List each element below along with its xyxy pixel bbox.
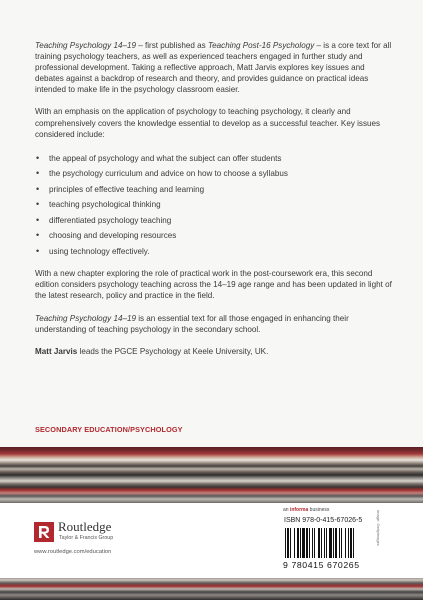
intro-paragraph: Teaching Psychology 14–19 – first published as Teaching Post-16 Psychology – is a core text for all training psychology teachers, as well as experienced teachers engaged in further study and professional development. Taking a reflective approach, Matt Jarvis explores key issues and debates against a backdrop of research and theory, and provides guidance on practical ideas intended to make life in the psychology classroom easier.	[35, 41, 392, 95]
bullet-icon: •	[36, 199, 40, 210]
author-paragraph: Matt Jarvis leads the PGCE Psychology at Keele University, UK.	[35, 346, 269, 356]
list-item: • the appeal of psychology and what the subject can offer students	[35, 151, 395, 167]
routledge-logo-icon	[34, 522, 54, 542]
bullet-icon: •	[36, 168, 40, 179]
bullet-icon: •	[36, 152, 40, 163]
subject-category: SECONDARY EDUCATION/PSYCHOLOGY	[35, 425, 183, 434]
key-issues-list	[35, 151, 395, 260]
previous-title: Teaching Post-16 Psychology	[207, 41, 315, 50]
publisher-group: Taylor & Francis Group	[59, 535, 114, 541]
barcode-icon	[284, 528, 378, 558]
informa-tagline: an informa business	[283, 507, 330, 513]
bullet-icon: •	[36, 230, 40, 241]
list-item: • the psychology curriculum and advice on how to choose a syllabus	[35, 166, 395, 182]
blurb	[35, 40, 395, 368]
isbn-number: ISBN 978-0-415-67026-5	[284, 517, 363, 524]
image-credit: Image: Gettyimages	[376, 510, 381, 546]
list-item: • teaching psychological thinking	[35, 197, 395, 213]
author-name: Matt Jarvis	[35, 346, 78, 356]
list-item: • differentiated psychology teaching	[35, 213, 395, 229]
essential-paragraph: Teaching Psychology 14–19 is an essential text for all those engaged in enhancing their understanding of teaching psychology in the secondary school.	[35, 313, 349, 334]
new-edition-paragraph: With a new chapter exploring the role of practical work in the post-coursework era, this second edition considers psychology teaching across the 14–19 age range and has been updated in light of the latest research, policy and practice in the field.	[35, 269, 392, 301]
list-item: • using technology effectively.	[35, 244, 395, 260]
bullet-icon: •	[36, 245, 40, 256]
list-item: • principles of effective teaching and learning	[35, 182, 395, 198]
publisher-name: Routledge	[58, 519, 112, 534]
emphasis-paragraph: With an emphasis on the application of psychology to teaching psychology, it clearly and comprehensively covers the knowledge essential to develop as a successful teacher. Key issues considered include:	[35, 107, 381, 139]
book-title: Teaching Psychology 14–19	[35, 313, 136, 323]
list-item: • choosing and developing resources	[35, 228, 395, 244]
bullet-icon: •	[36, 183, 40, 194]
publisher-url: www.routledge.com/education	[34, 549, 112, 555]
barcode-digits: 9 780415 670265	[283, 560, 360, 570]
book-title: Teaching Psychology 14–19	[35, 41, 136, 50]
bullet-icon: •	[36, 214, 40, 225]
